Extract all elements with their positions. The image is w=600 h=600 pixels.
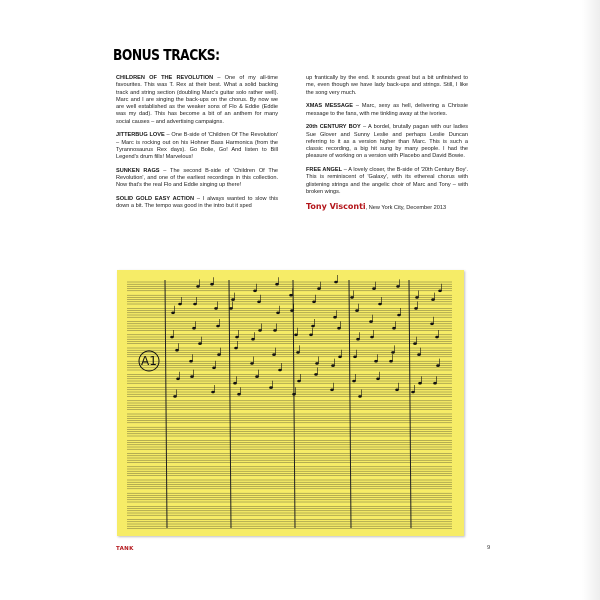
track-title: 20th CENTURY BOY (306, 124, 361, 131)
note-head (193, 303, 197, 306)
note-head (171, 312, 175, 315)
note-head (378, 303, 382, 306)
handwritten-score-sheet (117, 270, 464, 536)
note-head (411, 391, 415, 394)
note-head (370, 336, 374, 339)
note-head (376, 378, 380, 381)
note-head (414, 307, 418, 310)
note-head (435, 336, 439, 339)
note-head (356, 338, 360, 341)
track-title: CHILDREN OF THE REVOLUTION (116, 75, 214, 81)
track-text: – I always wanted to slow this down a bit. The tempo was good in the intro but it sped (116, 196, 278, 210)
signature-name: Tony Visconti (306, 201, 366, 211)
note-head (312, 301, 316, 304)
note-head (258, 329, 262, 332)
note-head (391, 351, 395, 354)
note-head (234, 347, 238, 350)
paragraph (116, 132, 278, 161)
note-head (415, 296, 419, 299)
note-head (214, 307, 218, 310)
note-head (355, 309, 359, 312)
note-head (192, 327, 196, 330)
note-head (175, 349, 179, 352)
signature-place: , New York City, December 2013 (365, 204, 447, 211)
note-head (431, 298, 435, 301)
paragraph (306, 124, 468, 160)
note-head (253, 290, 257, 293)
note-head (369, 320, 373, 323)
note-head (292, 393, 296, 396)
note-head (216, 325, 220, 328)
note-head (337, 327, 341, 330)
page-number: 9 (487, 545, 491, 551)
note-head (338, 356, 342, 359)
track-title: XMAS MESSAGE (306, 103, 354, 110)
right-column (306, 75, 468, 212)
note-head (311, 325, 315, 328)
note-head (231, 298, 235, 301)
note-head (173, 395, 177, 398)
note-head (374, 360, 378, 363)
note-head (250, 362, 254, 365)
note-head (309, 334, 313, 337)
note-head (257, 301, 261, 304)
note-head (278, 369, 282, 372)
note-head (235, 336, 239, 339)
note-head (333, 316, 337, 319)
note-head (211, 391, 215, 394)
note-head (389, 360, 393, 363)
rehearsal-mark: A1 (141, 354, 157, 368)
track-title: SOLID GOLD EASY ACTION (116, 196, 195, 202)
note-head (436, 364, 440, 367)
note-head (358, 395, 362, 398)
note-head (315, 362, 319, 365)
note-head (418, 382, 422, 385)
note-head (276, 312, 280, 315)
note-head (317, 287, 321, 290)
note-head (296, 351, 300, 354)
note-head (331, 364, 335, 367)
note-head (352, 380, 356, 383)
signature (306, 203, 468, 212)
note-head (294, 334, 298, 337)
note-head (176, 378, 180, 381)
note-head (178, 303, 182, 306)
note-head (170, 336, 174, 339)
note-head (212, 367, 216, 370)
note-head (190, 375, 194, 378)
note-head (290, 309, 294, 312)
note-head (413, 342, 417, 345)
note-head (255, 375, 259, 378)
note-head (189, 360, 193, 363)
note-head (210, 283, 214, 286)
paragraph (116, 196, 278, 211)
left-column (116, 75, 278, 217)
paragraph (306, 167, 468, 196)
note-head (297, 380, 301, 383)
score-image (117, 270, 464, 536)
note-head (273, 329, 277, 332)
note-head (237, 393, 241, 396)
note-head (395, 389, 399, 392)
note-head (330, 389, 334, 392)
page-edge-shadow (582, 0, 600, 600)
note-head (198, 342, 202, 345)
note-head (269, 386, 273, 389)
note-head (217, 353, 221, 356)
track-text: – The second B-side of 'Children Of The Revolution', and one of the earliest recordings in this collection. Now that's the real Flo and Eddie singing up there! (116, 167, 278, 189)
tank-logo: TANK (116, 546, 134, 552)
paragraph (306, 75, 468, 97)
note-head (251, 338, 255, 341)
note-head (396, 285, 400, 288)
note-head (353, 356, 357, 359)
note-head (417, 353, 421, 356)
paragraph (116, 168, 278, 190)
track-text: – A bordel, brutally pagan with our ladies Sue Glover and Sunny Leslie and perhaps Leslie Duncan referring to it as a version higher than Marc. This is such a classic recording, a big hit sung by many people. I had the pleasure of working on a version with Placebo and David Bowie. (306, 124, 469, 160)
track-title: SUNKEN RAGS (116, 167, 160, 174)
note-head (397, 314, 401, 317)
paragraph (116, 75, 278, 126)
track-text: up frantically by the end. It sounds great but a bit unfinished to me, even though we have lady back-ups and strings. Still, I like the song very much. (306, 75, 468, 96)
note-head (334, 281, 338, 284)
paragraph (306, 103, 468, 118)
page-heading: BONUS TRACKS: (113, 46, 220, 64)
note-head (275, 283, 279, 286)
note-head (433, 382, 437, 385)
note-head (196, 285, 200, 288)
track-text: – A lovely closer, the B-side of '20th Century Boy'. This is reminiscent of 'Galaxy', with its ethereal chorus with glistening strings and the angelic choir of Marc and Tony – with broken wings. (306, 167, 468, 195)
note-head (314, 373, 318, 376)
note-head (350, 296, 354, 299)
note-head (229, 307, 233, 310)
track-text: – Marc, sexy as hell, delivering a Chrissie message to the fans, with me tinkling away at the ivories. (306, 103, 468, 117)
note-head (233, 382, 237, 385)
track-title: FREE ANGEL (306, 167, 343, 173)
note-head (272, 353, 276, 356)
note-head (289, 294, 293, 297)
note-head (372, 287, 376, 290)
note-head (430, 323, 434, 326)
track-title: JITTERBUG LOVE (116, 132, 165, 139)
track-text: – One of my all-time favourites. This was T. Rex at their best. What a solid backing track and string section (doubling Marc's guitar solo rather well). Marc and I are singing the back-ups on the chorus. By now we are well established as the weaker sons of Flo & Eddie (Eddie was my dad). This has become a bit of an anthem for many social causes – and advertising campaigns. (116, 75, 278, 125)
note-head (392, 327, 396, 330)
note-head (438, 290, 442, 293)
track-text: – One B-side of 'Children Of The Revolution' – Marc is rocking out on his Hohner Bass Harmonica (from the Tyrannosaurus Rex days). Go Bolie, Go! And listen to Bill Legend's drum fills! Marvelous! (116, 132, 279, 160)
